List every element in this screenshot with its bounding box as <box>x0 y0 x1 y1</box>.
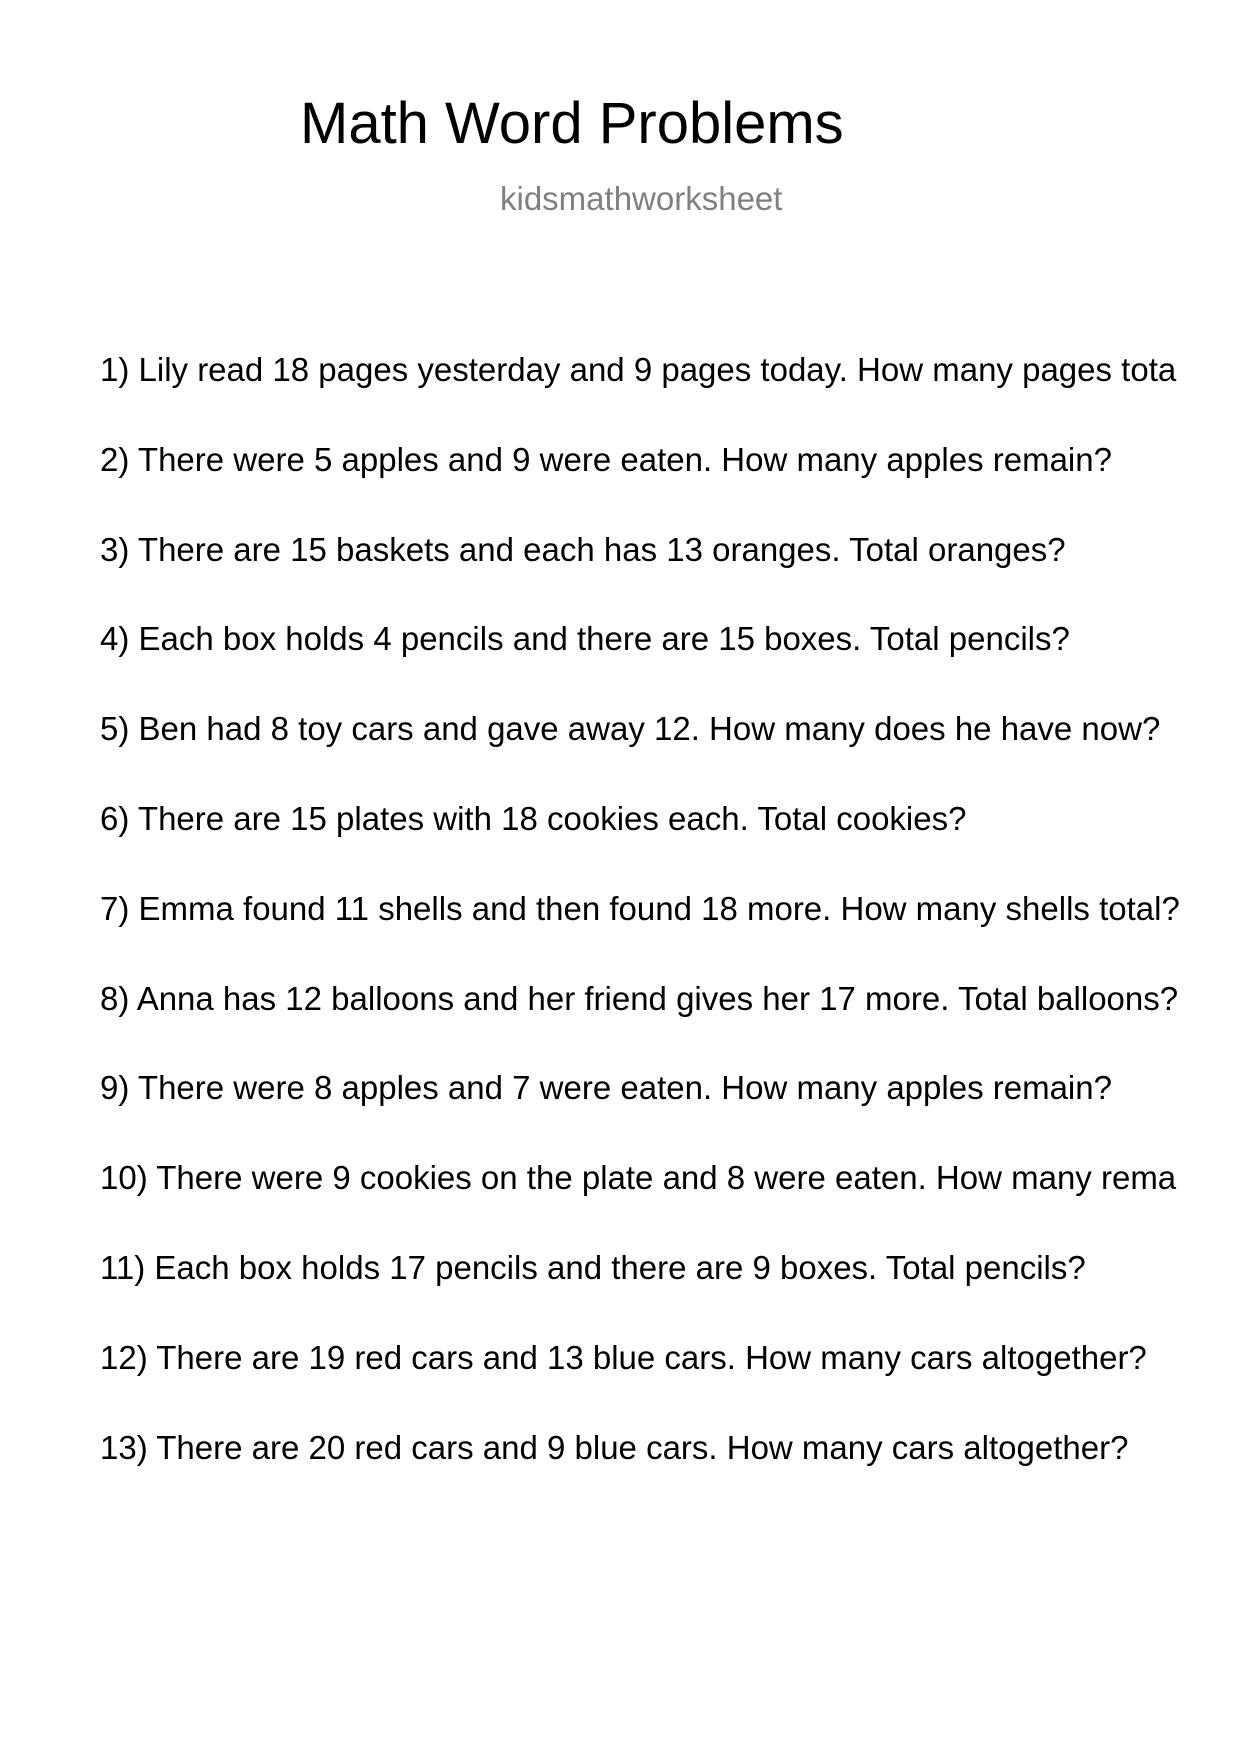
problem-8: 8) Anna has 12 balloons and her friend gives her 17 more. Total balloons? <box>100 979 1179 1017</box>
problem-6: 6) There are 15 plates with 18 cookies each. Total cookies? <box>100 799 967 837</box>
problem-3: 3) There are 15 baskets and each has 13 oranges. Total oranges? <box>100 530 1066 568</box>
problem-10: 10) There were 9 cookies on the plate and 8 were eaten. How many rema <box>100 1159 1177 1197</box>
problem-4: 4) Each box holds 4 pencils and there are 15 boxes. Total pencils? <box>100 620 1070 658</box>
problem-12: 12) There are 19 red cars and 13 blue cars. How many cars altogether? <box>100 1338 1147 1376</box>
problem-1: 1) Lily read 18 pages yesterday and 9 pages today. How many pages tota <box>100 351 1177 388</box>
problem-9: 9) There were 8 apples and 7 were eaten. How many apples remain? <box>100 1069 1112 1107</box>
problem-list <box>100 348 1240 1515</box>
worksheet-title: Math Word Problems <box>300 91 844 156</box>
worksheet-subtitle: kidsmathworksheet <box>500 180 783 217</box>
problem-11: 11) Each box holds 17 pencils and there are 9 boxes. Total pencils? <box>100 1248 1086 1286</box>
problem-2: 2) There were 5 apples and 9 were eaten. How many apples remain? <box>100 440 1112 478</box>
problem-7: 7) Emma found 11 shells and then found 18 more. How many shells total? <box>100 889 1180 927</box>
problem-5: 5) Ben had 8 toy cars and gave away 12. How many does he have now? <box>100 710 1161 748</box>
problem-13: 13) There are 20 red cars and 9 blue cars. How many cars altogether? <box>100 1428 1129 1466</box>
